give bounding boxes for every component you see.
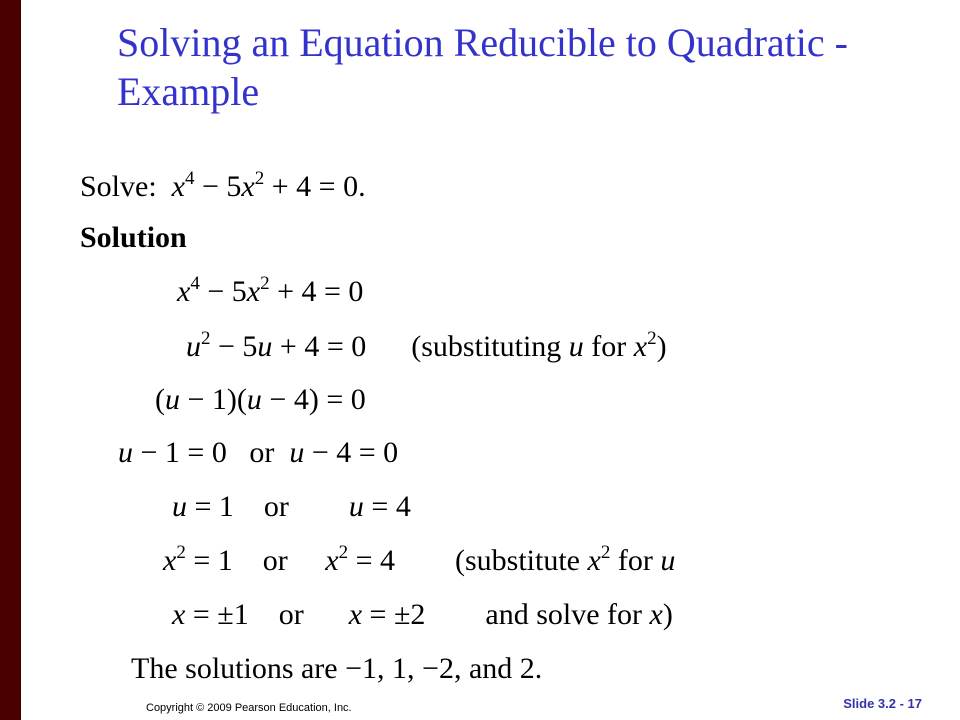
- solutions-summary: The solutions are −1, 1, −2, and 2.: [131, 652, 543, 685]
- equation-line-3: (u − 1)(u − 4) = 0: [155, 383, 366, 416]
- equation-line-7: x = ±1 or x = ±2 and solve for x): [172, 598, 673, 631]
- equation-line-6: $x^2 = 1$ or $x^2 = 4$ (substitute $x^2$ for u: [163, 542, 676, 577]
- equation-line-4: u − 1 = 0 or u − 4 = 0: [118, 436, 399, 469]
- equation-line-5: u = 1 or u = 4: [172, 490, 411, 523]
- problem-statement: Solve: $x^4 - 5x^2 + 4 = 0$.: [80, 168, 366, 203]
- left-accent-bar: [0, 0, 21, 720]
- copyright-notice: Copyright © 2009 Pearson Education, Inc.: [146, 702, 352, 714]
- equation-line-1: $x^4 - 5x^2 + 4 = 0$: [177, 273, 364, 308]
- equation-line-2: $u^2 - 5u + 4 = 0$ (substituting u for $x^2$): [186, 328, 667, 363]
- solution-label: Solution: [80, 221, 187, 254]
- slide-title: Solving an Equation Reducible to Quadratic - Example: [117, 20, 848, 114]
- slide-number: Slide 3.2 - 17: [843, 696, 922, 711]
